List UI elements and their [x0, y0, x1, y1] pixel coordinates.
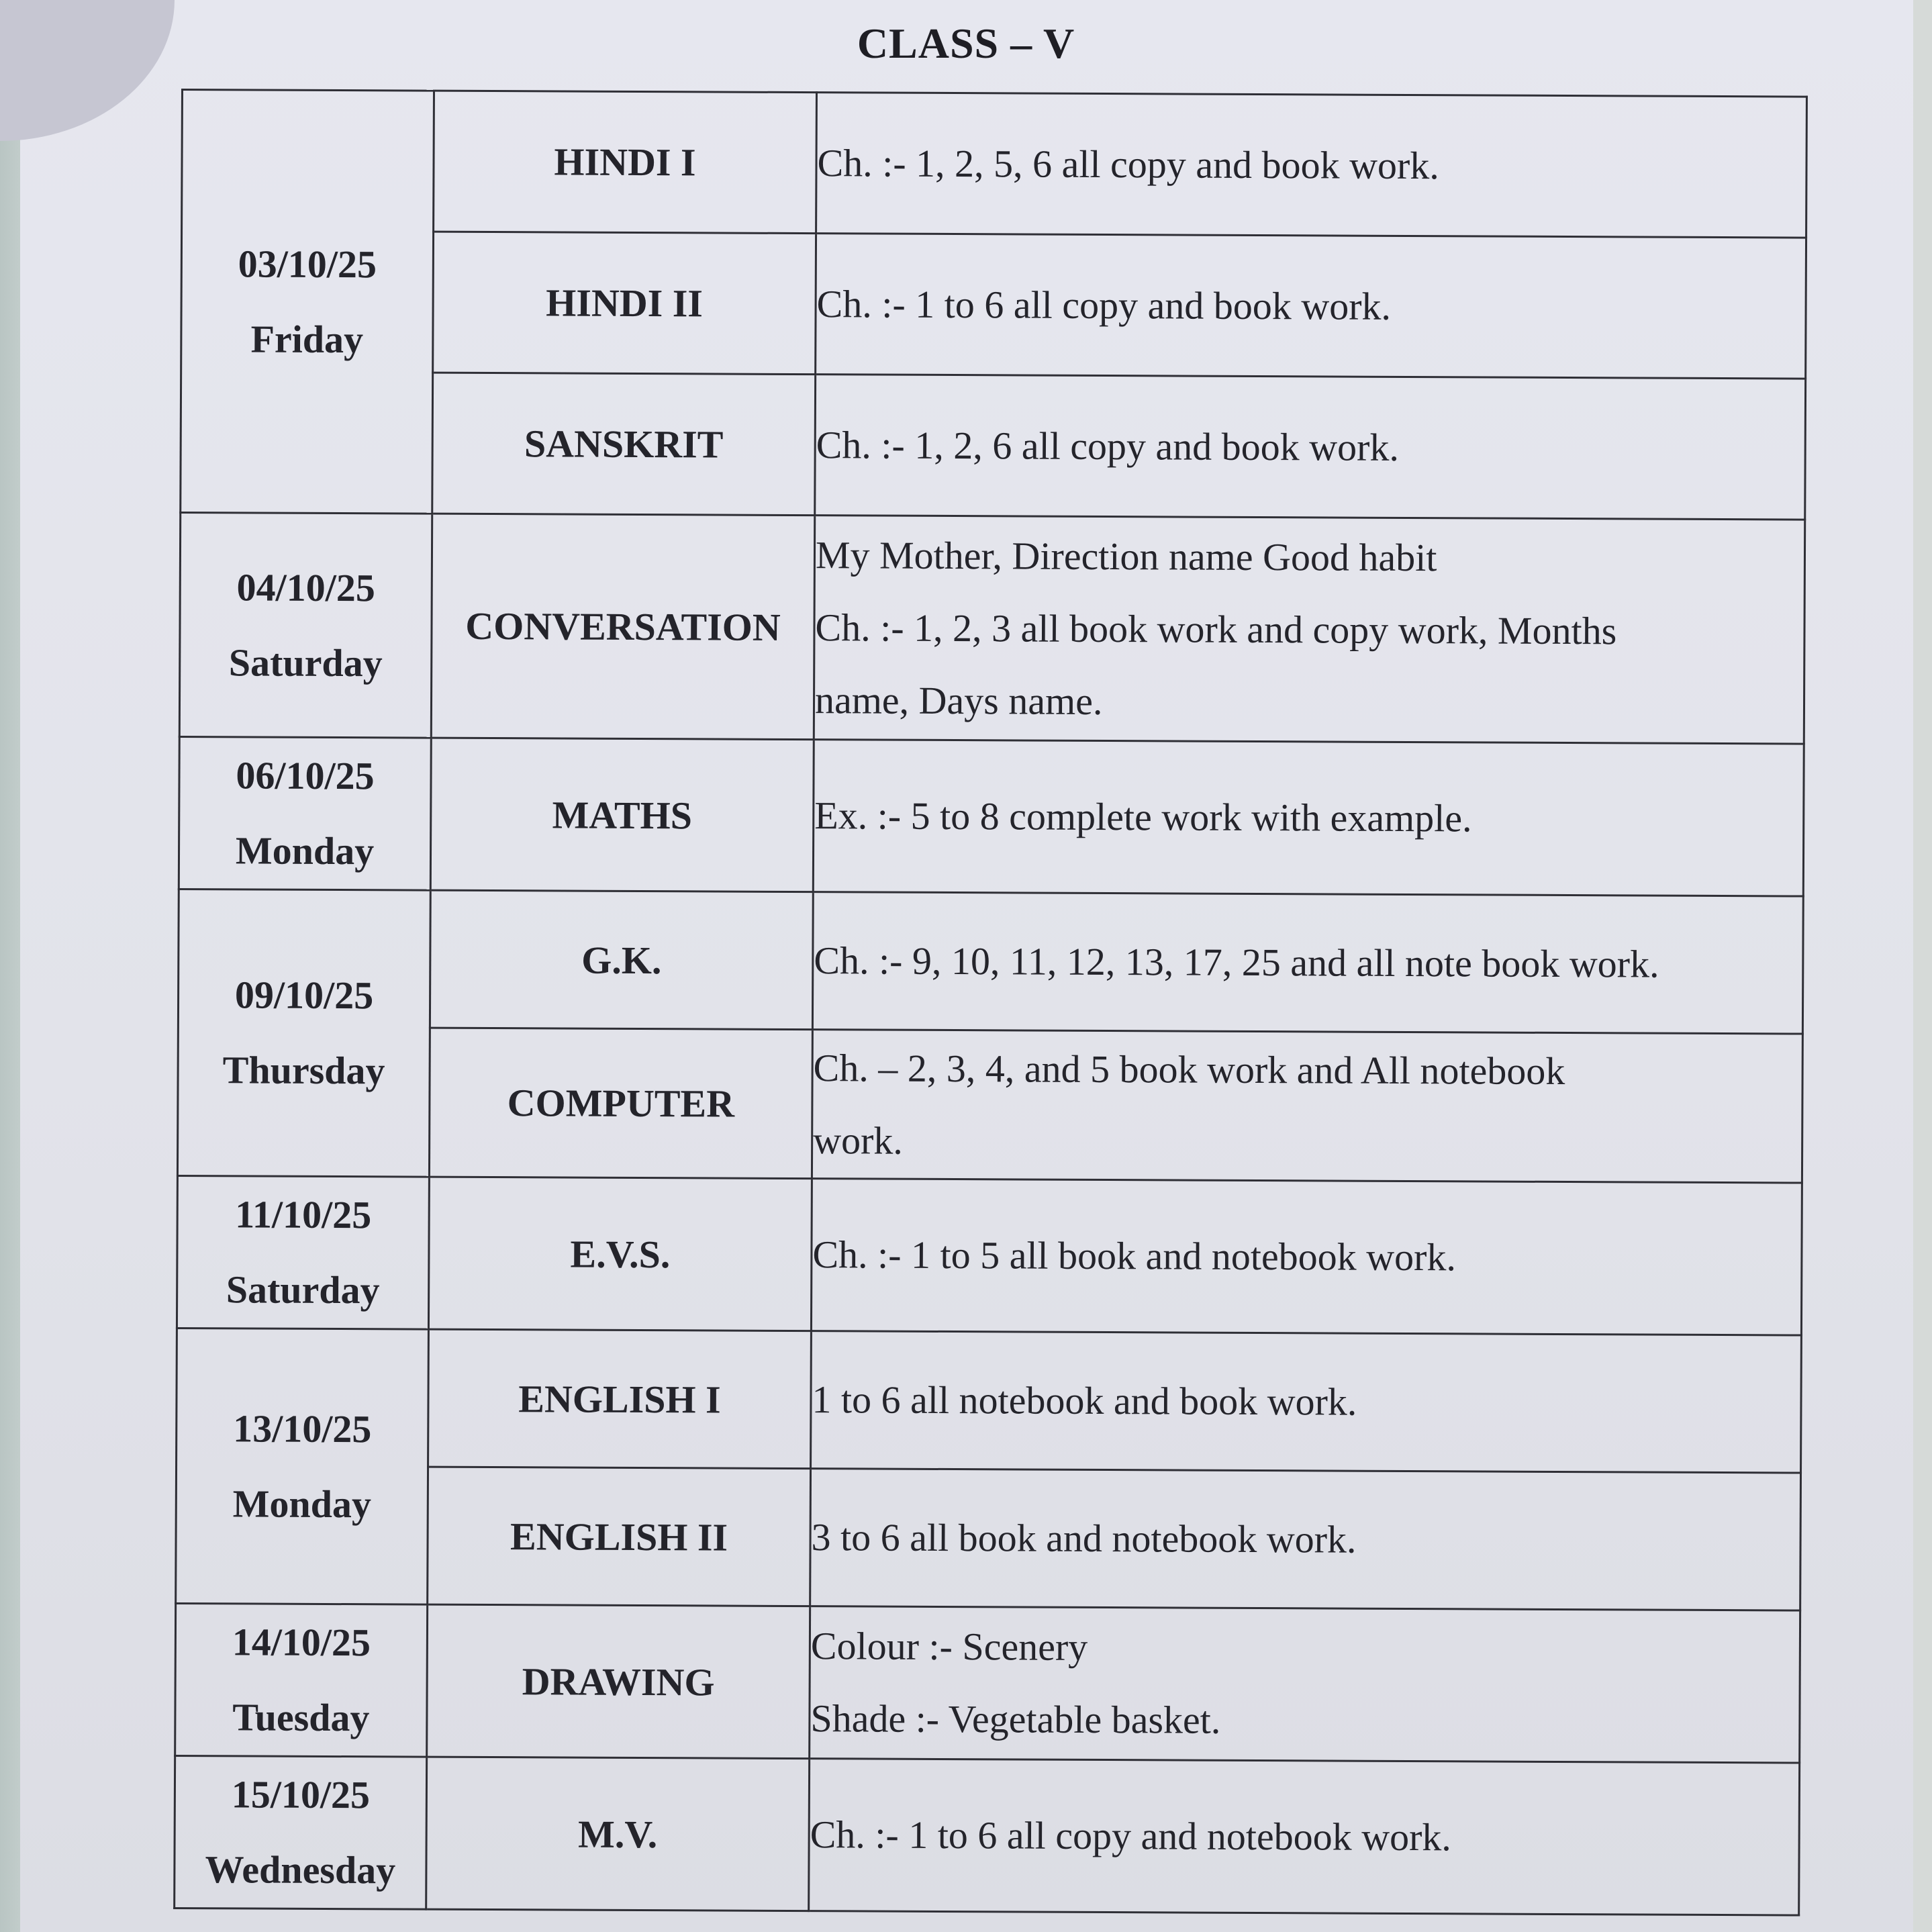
date: 15/10/25	[231, 1772, 371, 1817]
task-line: Ch. :- 1 to 5 all book and notebook work.	[812, 1233, 1457, 1279]
date-cell	[177, 1175, 429, 1329]
subject-cell: G.K.	[430, 890, 813, 1029]
table-row	[179, 736, 1804, 896]
date: 13/10/25	[233, 1406, 372, 1451]
subject-cell: COMPUTER	[429, 1028, 812, 1178]
task-cell	[810, 1606, 1800, 1763]
table-row	[175, 1755, 1800, 1915]
task-cell	[811, 1331, 1802, 1473]
subject-cell: MATHS	[430, 738, 814, 891]
subject-cell: SANSKRIT	[432, 373, 816, 515]
task-line: name, Days name.	[814, 677, 1103, 723]
task-line: Ch. :- 9, 10, 11, 12, 13, 17, 25 and all note book work.	[814, 938, 1659, 986]
task-line: 1 to 6 all notebook and book work.	[812, 1378, 1357, 1424]
task-cell	[812, 892, 1803, 1034]
table-row	[179, 513, 1804, 744]
table-row	[178, 889, 1803, 1034]
weekday: Thursday	[222, 1048, 385, 1093]
subject-cell: HINDI I	[434, 91, 817, 233]
weekday: Friday	[250, 316, 364, 361]
weekday: Monday	[235, 828, 375, 873]
table-row	[175, 1603, 1800, 1763]
task-line: Ch. – 2, 3, 4, and 5 book work and All notebook	[813, 1045, 1565, 1093]
weekday: Monday	[232, 1481, 372, 1526]
date: 11/10/25	[235, 1192, 372, 1237]
task-cell	[813, 740, 1804, 896]
subject-cell: E.V.S.	[428, 1177, 812, 1331]
weekday: Saturday	[226, 1267, 380, 1312]
task-line: Ch. :- 1, 2, 6 all copy and book work.	[816, 422, 1400, 469]
date-cell	[176, 1328, 429, 1604]
task-line: Shade :- Vegetable basket.	[810, 1696, 1221, 1742]
task-cell	[816, 234, 1806, 379]
table-row	[177, 1328, 1802, 1473]
task-line: Ex. :- 5 to 8 complete work with example.	[814, 793, 1472, 840]
task-cell	[810, 1469, 1801, 1610]
task-cell	[809, 1759, 1800, 1915]
task-line: Colour :- Scenery	[810, 1624, 1088, 1669]
task-line: work.	[813, 1118, 904, 1163]
task-line: Ch. :- 1 to 6 all copy and notebook work.	[810, 1813, 1452, 1859]
table-row	[182, 90, 1807, 238]
task-line: Ch. :- 1 to 6 all copy and book work.	[816, 281, 1392, 328]
date-cell	[177, 889, 430, 1177]
task-cell	[814, 516, 1804, 744]
subject-cell: M.V.	[426, 1757, 810, 1911]
date: 03/10/25	[238, 241, 377, 286]
date-cell	[179, 736, 431, 890]
subject-cell: ENGLISH II	[428, 1467, 811, 1606]
task-cell	[815, 375, 1806, 520]
page-title: CLASS – V	[857, 19, 1075, 67]
date: 04/10/25	[236, 565, 376, 610]
date-cell	[175, 1755, 427, 1909]
task-line: Ch. :- 1, 2, 3 all book work and copy work, Months	[815, 605, 1617, 653]
task-line: 3 to 6 all book and notebook work.	[811, 1515, 1357, 1561]
table-row	[177, 1175, 1802, 1335]
subject-cell: CONVERSATION	[431, 514, 814, 739]
subject-cell: ENGLISH I	[428, 1329, 812, 1468]
weekday: Wednesday	[205, 1847, 396, 1892]
weekday: Saturday	[228, 640, 383, 685]
weekday: Tuesday	[232, 1695, 370, 1740]
date: 14/10/25	[232, 1620, 371, 1665]
subject-cell: HINDI II	[433, 232, 816, 374]
date: 09/10/25	[234, 973, 374, 1018]
date-cell	[175, 1603, 428, 1757]
date: 06/10/25	[236, 753, 375, 798]
task-line: Ch. :- 1, 2, 5, 6 all copy and book work.	[817, 140, 1439, 187]
date-cell	[179, 513, 432, 738]
task-line: My Mother, Direction name Good habit	[815, 532, 1437, 579]
task-cell	[812, 1030, 1802, 1183]
subject-cell: DRAWING	[427, 1604, 810, 1758]
exam-schedule-table	[173, 89, 1808, 1917]
date-cell	[181, 90, 434, 514]
task-cell	[816, 93, 1807, 238]
task-cell	[811, 1179, 1802, 1335]
